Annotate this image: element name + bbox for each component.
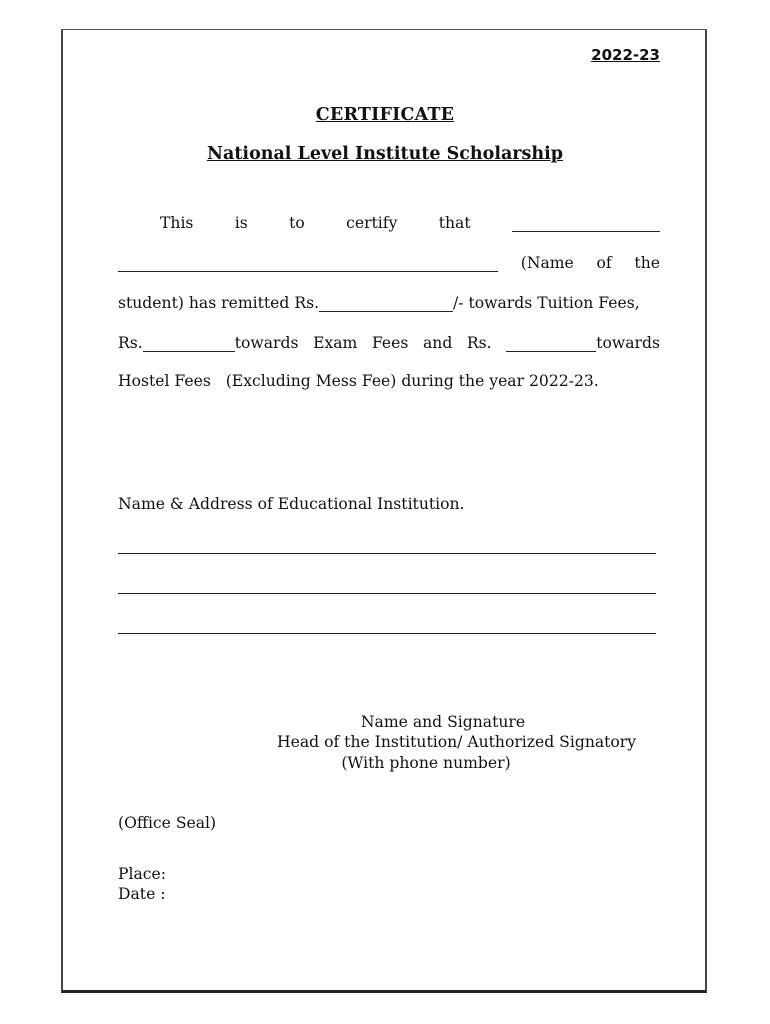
word: is bbox=[234, 214, 248, 232]
word-group bbox=[506, 334, 660, 352]
tuition-fee-blank[interactable] bbox=[319, 295, 453, 312]
word: This bbox=[160, 214, 194, 232]
scholarship-subtitle: National Level Institute Scholarship bbox=[207, 144, 563, 164]
academic-year: 2022-23 bbox=[591, 46, 660, 64]
word: of bbox=[596, 254, 612, 272]
word: towards bbox=[596, 334, 660, 352]
body-line-2 bbox=[118, 250, 660, 272]
word: and bbox=[422, 334, 453, 352]
word: Fees bbox=[371, 334, 409, 352]
word: (Name bbox=[520, 254, 574, 272]
place-label: Place: bbox=[118, 865, 166, 883]
text: student) has remitted Rs. bbox=[118, 294, 320, 312]
certificate-title: CERTIFICATE bbox=[315, 105, 455, 125]
signature-line-2: Head of the Institution/ Authorized Signatory bbox=[277, 733, 637, 751]
hostel-fee-blank[interactable] bbox=[506, 335, 596, 352]
date-label: Date : bbox=[118, 885, 166, 903]
institution-line-3[interactable] bbox=[118, 633, 656, 634]
word: Rs. bbox=[466, 334, 492, 352]
student-name-blank-1[interactable] bbox=[512, 215, 660, 232]
institution-line-2[interactable] bbox=[118, 593, 656, 594]
body-line-3 bbox=[118, 290, 660, 312]
institution-label: Name & Address of Educational Institution. bbox=[118, 495, 465, 513]
word: Rs. bbox=[118, 334, 143, 352]
body-line-5: Hostel Fees (Excluding Mess Fee) during the year 2022-23. bbox=[118, 372, 599, 390]
word-group bbox=[118, 334, 298, 352]
student-name-blank-2[interactable] bbox=[118, 255, 498, 272]
signature-line-1: Name and Signature bbox=[360, 713, 526, 731]
body-line-4 bbox=[118, 330, 660, 352]
word: towards bbox=[234, 334, 299, 352]
word: to bbox=[289, 214, 305, 232]
word: Exam bbox=[313, 334, 358, 352]
body-line-1 bbox=[118, 210, 660, 232]
text: /- towards Tuition Fees, bbox=[453, 294, 640, 312]
word: the bbox=[634, 254, 660, 272]
signature-line-3: (With phone number) bbox=[341, 754, 511, 772]
word: that bbox=[438, 214, 471, 232]
institution-line-1[interactable] bbox=[118, 553, 656, 554]
word: certify bbox=[346, 214, 398, 232]
office-seal: (Office Seal) bbox=[118, 814, 217, 832]
exam-fee-blank[interactable] bbox=[143, 335, 235, 352]
